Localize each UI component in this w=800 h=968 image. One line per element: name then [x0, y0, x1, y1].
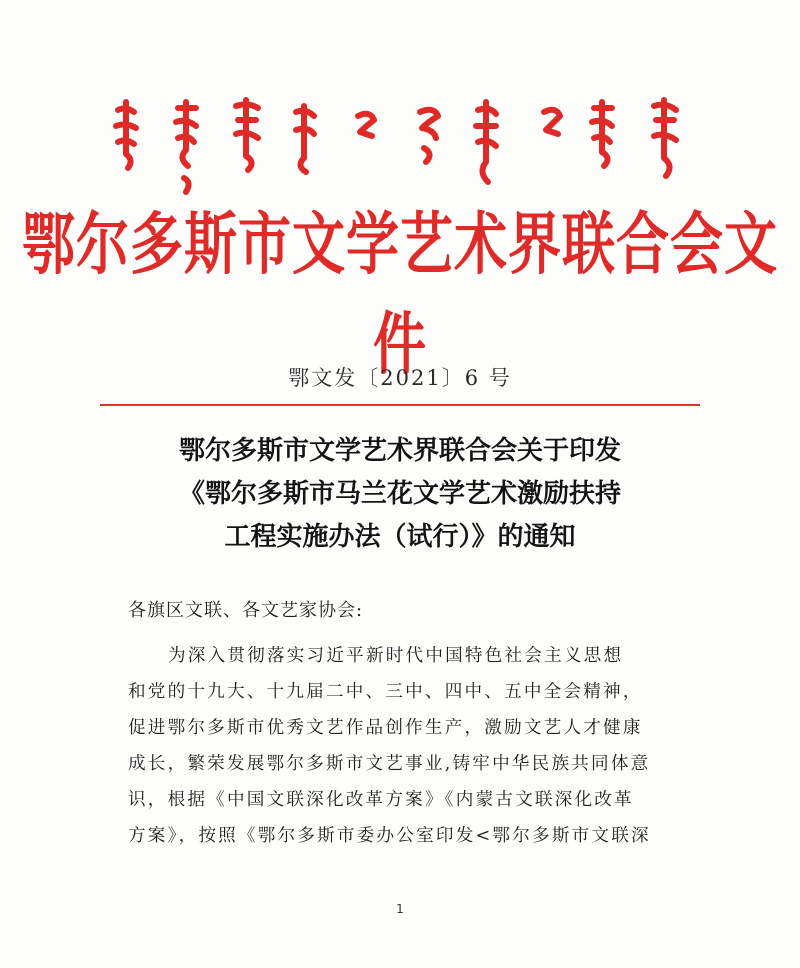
red-separator-line: [100, 404, 700, 406]
body-line: 成长，繁荣发展鄂尔多斯市文艺事业,铸牢中华民族共同体意: [128, 754, 651, 774]
notice-title-line: 鄂尔多斯市文学艺术界联合会关于印发: [178, 436, 621, 466]
body-text: [128, 638, 688, 854]
body-line: 方案》，按照《鄂尔多斯市委办公室印发<鄂尔多斯市文联深: [128, 826, 651, 846]
notice-title: [120, 430, 680, 559]
body-line: 识，根据《中国文联深化改革方案》《内蒙古文联深化改革: [128, 790, 634, 810]
addressee: 各旗区文联、各文艺家协会:: [128, 600, 364, 621]
body-line: 和党的十九大、十九届二中、三中、四中、五中全会精神，: [128, 682, 643, 702]
issuing-organization-title: 鄂尔多斯市文学艺术界联合会文件: [22, 206, 778, 385]
mongolian-script-logo: [108, 96, 698, 200]
body-line: 促进鄂尔多斯市优秀文艺作品创作生产，激励文艺人才健康: [128, 718, 643, 738]
body-line: 为深入贯彻落实习近平新时代中国特色社会主义思想: [168, 646, 624, 666]
page-number: 1: [396, 902, 404, 916]
notice-title-line: 工程实施办法（试行）》的通知: [224, 522, 576, 552]
notice-title-line: 《鄂尔多斯市马兰花文学艺术激励扶持: [178, 479, 621, 509]
document-number: 鄂文发〔2021〕6 号: [288, 366, 512, 390]
